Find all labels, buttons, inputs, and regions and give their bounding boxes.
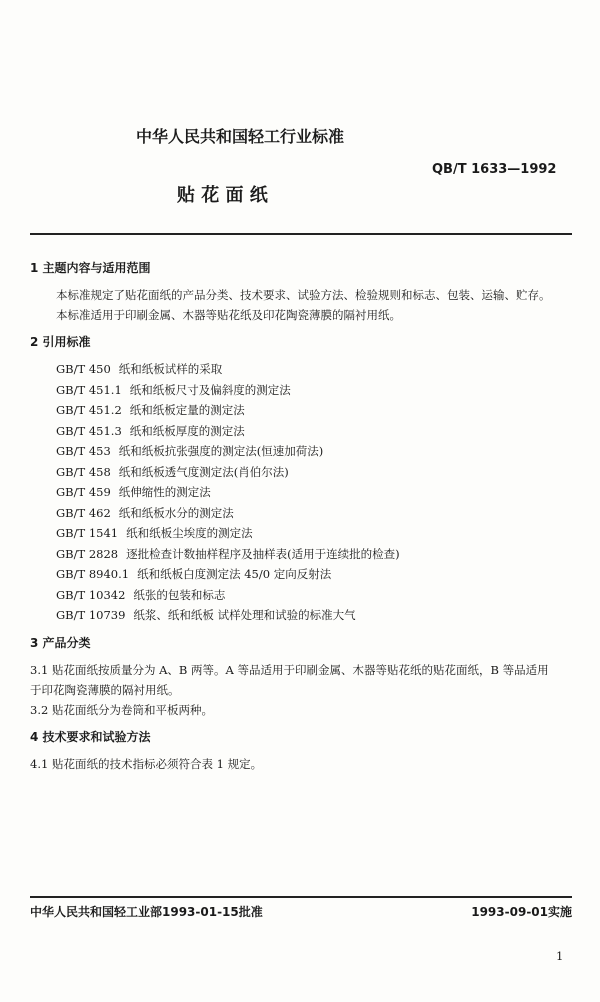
reference-item — [30, 421, 575, 442]
document-title: 贴 花 面 纸 — [177, 185, 268, 206]
header-divider — [30, 233, 572, 235]
section-1-paragraph: 本标准适用于印刷金属、木器等贴花纸及印花陶瓷薄膜的隔衬用纸。 — [56, 308, 401, 322]
clause-3-2: 3.2 贴花面纸分为卷筒和平板两种。 — [30, 702, 213, 717]
reference-item — [30, 380, 575, 401]
reference-item — [30, 359, 575, 380]
reference-code: GB/T 2828 — [56, 546, 119, 561]
reference-item — [30, 605, 575, 626]
reference-code: GB/T 453 — [56, 444, 111, 458]
reference-item — [30, 585, 575, 606]
reference-item — [30, 441, 575, 462]
clause-3-1-cont: 于印花陶瓷薄膜的隔衬用纸。 — [30, 682, 180, 697]
reference-title: 纸和纸板尘埃度的测定法 — [126, 526, 253, 540]
reference-title: 纸张的包装和标志 — [133, 587, 226, 602]
reference-title: 纸伸缩性的测定法 — [118, 485, 211, 499]
reference-item — [30, 523, 575, 544]
footer-divider — [30, 896, 572, 898]
reference-title: 逐批检查计数抽样程序及抽样表(适用于连续批的检查) — [126, 546, 400, 561]
reference-code: GB/T 462 — [56, 505, 111, 520]
section-2-heading: 2 引用标准 — [30, 335, 91, 349]
reference-item — [30, 482, 575, 503]
page-number: 1 — [556, 949, 564, 963]
reference-title: 纸和纸板厚度的测定法 — [129, 423, 245, 438]
clause-4-1: 4.1 贴花面纸的技术指标必须符合表 1 规定。 — [30, 756, 263, 771]
reference-item — [30, 564, 575, 585]
document-body — [30, 258, 575, 774]
reference-title: 纸和纸板定量的测定法 — [129, 403, 245, 417]
section-3-heading: 3 产品分类 — [30, 635, 91, 650]
reference-code: GB/T 10342 — [56, 587, 126, 602]
reference-item — [30, 462, 575, 483]
reference-code: GB/T 459 — [56, 485, 111, 499]
clause-3-1: 3.1 贴花面纸按质量分为 A、B 两等。A 等品适用于印刷金属、木器等贴花纸的贴花面纸，B 等品适用 — [30, 662, 549, 677]
reference-title: 纸和纸板水分的测定法 — [118, 505, 234, 520]
reference-code: GB/T 8940.1 — [56, 567, 130, 581]
reference-code: GB/T 451.3 — [56, 423, 122, 438]
reference-title: 纸和纸板试样的采取 — [118, 362, 223, 376]
reference-title: 纸和纸板尺寸及偏斜度的测定法 — [129, 382, 291, 397]
reference-code: GB/T 451.1 — [56, 382, 122, 397]
reference-title: 纸和纸板白度测定法 45/0 定向反射法 — [137, 567, 332, 581]
implementation-date: 1993-09-01实施 — [471, 905, 572, 919]
approval-date: 中华人民共和国轻工业部1993-01-15批准 — [30, 905, 263, 919]
reference-item — [30, 400, 575, 421]
section-1-paragraph: 本标准规定了贴花面纸的产品分类、技术要求、试验方法、检验规则和标志、包装、运输、贮存。 — [56, 288, 551, 302]
reference-title: 纸浆、纸和纸板 试样处理和试验的标准大气 — [133, 608, 356, 622]
reference-title: 纸和纸板抗张强度的测定法(恒速加荷法) — [118, 444, 324, 458]
section-1-heading: 1 主题内容与适用范围 — [30, 261, 151, 275]
reference-code: GB/T 451.2 — [56, 403, 122, 417]
reference-item — [30, 503, 575, 524]
org-title: 中华人民共和国轻工行业标准 — [136, 127, 345, 146]
reference-code: GB/T 458 — [56, 464, 111, 479]
reference-item — [30, 544, 575, 565]
reference-list — [30, 359, 575, 626]
reference-code: GB/T 1541 — [56, 526, 119, 540]
reference-title: 纸和纸板透气度测定法(肖伯尔法) — [118, 464, 289, 479]
section-4-heading: 4 技术要求和试验方法 — [30, 729, 151, 744]
reference-code: GB/T 450 — [56, 362, 111, 376]
standard-number: QB/T 1633—1992 — [432, 162, 557, 177]
reference-code: GB/T 10739 — [56, 608, 126, 622]
